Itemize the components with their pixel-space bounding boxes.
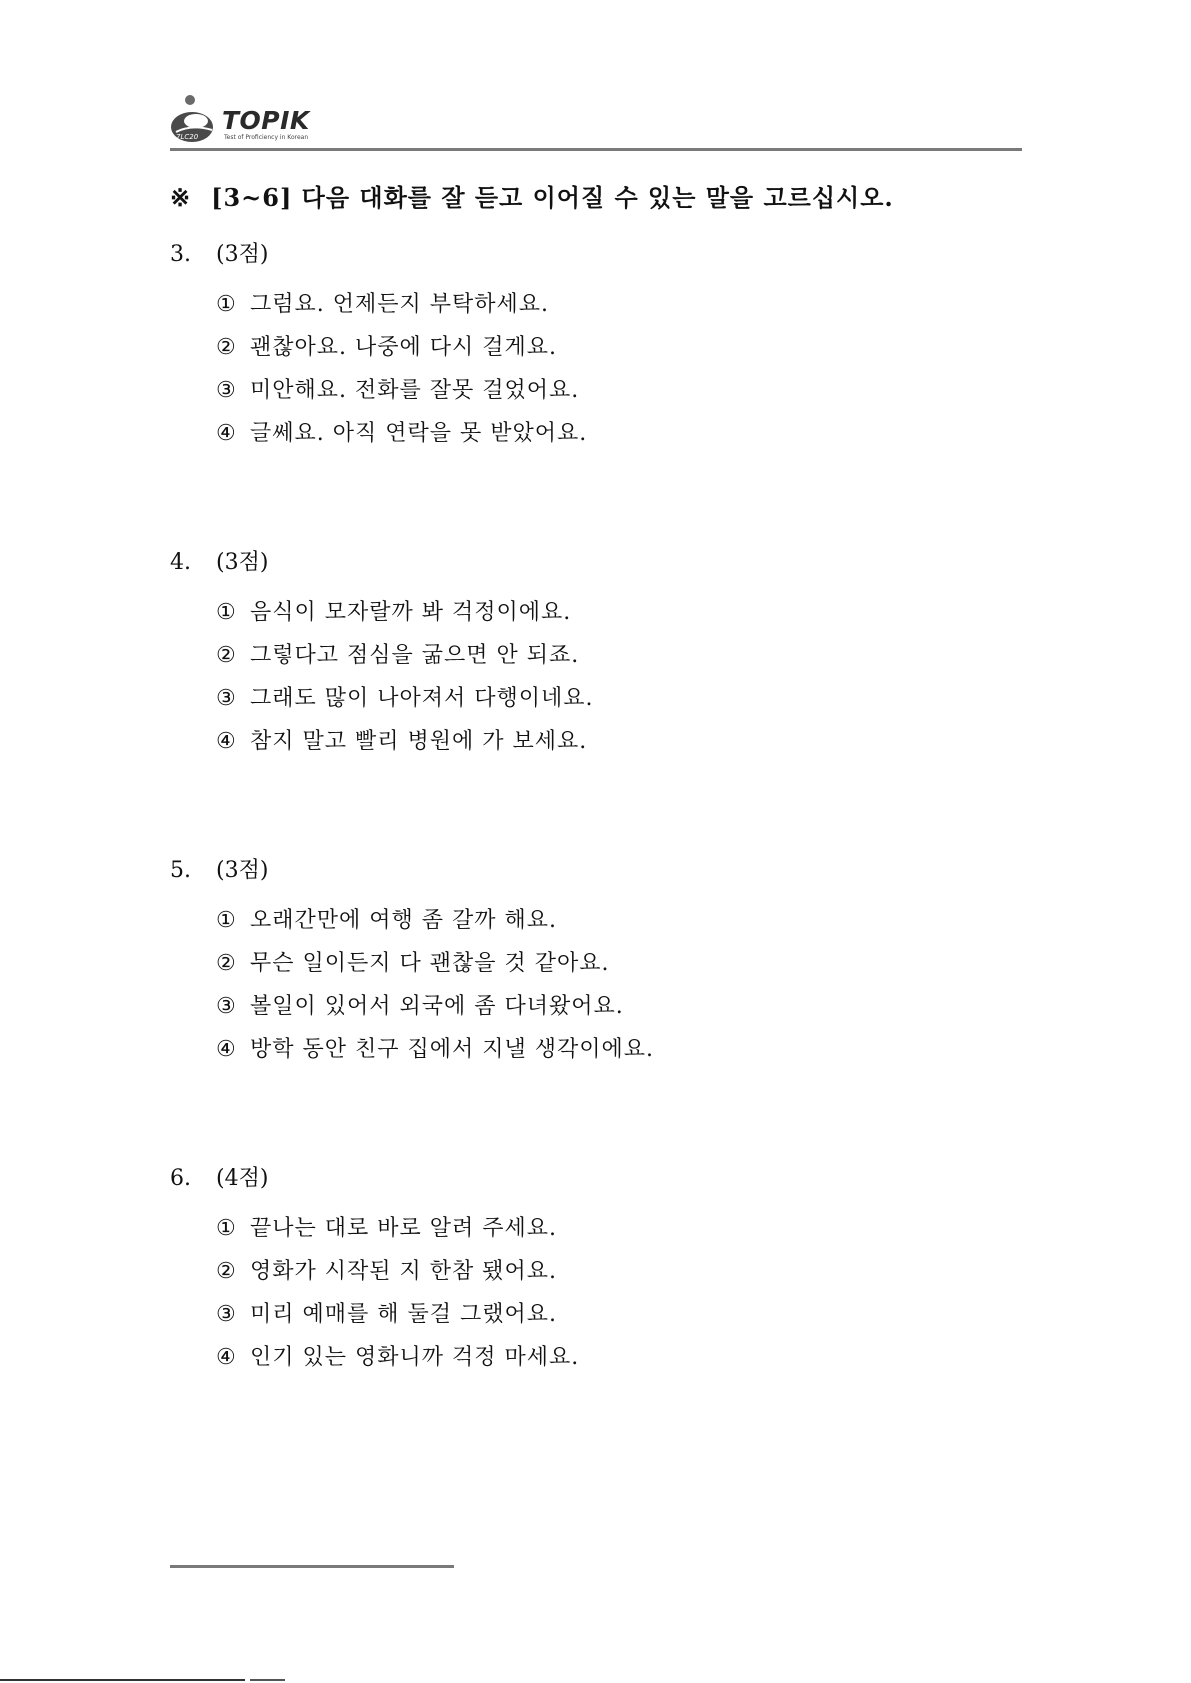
option-text: 음식이 모자랄까 봐 걱정이에요. <box>250 600 572 625</box>
question-number: 4. <box>170 550 191 575</box>
question-header <box>170 548 970 578</box>
answer-option[interactable] <box>216 684 970 727</box>
option-text: 그래도 많이 나아져서 다행이네요. <box>250 686 594 711</box>
topik-logo <box>170 94 330 146</box>
option-text: 글쎄요. 아직 연락을 못 받았어요. <box>250 421 588 446</box>
question-4 <box>170 548 970 770</box>
logo-emblem-text: 7LC20 <box>176 133 199 141</box>
option-marker: ④ <box>216 1037 237 1062</box>
page-bottom-edge <box>0 1679 245 1681</box>
option-text: 미안해요. 전화를 잘못 걸었어요. <box>250 378 580 403</box>
option-text: 인기 있는 영화니까 걱정 마세요. <box>250 1345 580 1370</box>
option-marker: ④ <box>216 1345 237 1370</box>
question-header <box>170 1164 970 1194</box>
option-marker: ② <box>216 335 237 360</box>
option-marker: ② <box>216 1259 237 1284</box>
option-text: 그렇다고 점심을 굶으면 안 되죠. <box>250 643 580 668</box>
question-3 <box>170 240 970 462</box>
option-marker: ③ <box>216 994 237 1019</box>
question-points: (4점) <box>216 1166 269 1191</box>
logo-wordmark: TOPIK <box>222 106 310 135</box>
answer-option[interactable] <box>216 1257 970 1300</box>
answer-options <box>216 598 970 770</box>
option-text: 무슨 일이든지 다 괜찮을 것 같아요. <box>250 951 610 976</box>
option-text: 끝나는 대로 바로 알려 주세요. <box>250 1216 557 1241</box>
answer-option[interactable] <box>216 1300 970 1343</box>
option-marker: ① <box>216 600 237 625</box>
option-marker: ② <box>216 643 237 668</box>
option-text: 미리 예매를 해 둘걸 그랬어요. <box>250 1302 557 1327</box>
option-marker: ③ <box>216 1302 237 1327</box>
question-header <box>170 856 970 886</box>
page-bottom-edge-segment <box>250 1679 285 1681</box>
answer-option[interactable] <box>216 1343 970 1386</box>
option-marker: ① <box>216 1216 237 1241</box>
answer-option[interactable] <box>216 1035 970 1078</box>
question-number: 3. <box>170 242 191 267</box>
question-number: 5. <box>170 858 191 883</box>
instruction-text: [3~6] 다음 대화를 잘 듣고 이어질 수 있는 말을 고르십시오. <box>211 183 894 212</box>
answer-option[interactable] <box>216 333 970 376</box>
option-text: 참지 말고 빨리 병원에 가 보세요. <box>250 729 588 754</box>
question-points: (3점) <box>216 550 269 575</box>
option-text: 방학 동안 친구 집에서 지낼 생각이에요. <box>250 1037 654 1062</box>
question-number: 6. <box>170 1166 191 1191</box>
question-5 <box>170 856 970 1078</box>
answer-option[interactable] <box>216 290 970 333</box>
question-6 <box>170 1164 970 1386</box>
option-marker: ③ <box>216 686 237 711</box>
answer-option[interactable] <box>216 727 970 770</box>
question-points: (3점) <box>216 242 269 267</box>
question-points: (3점) <box>216 858 269 883</box>
answer-option[interactable] <box>216 949 970 992</box>
answer-option[interactable] <box>216 906 970 949</box>
header-divider <box>170 148 1022 151</box>
answer-options <box>216 1214 970 1386</box>
option-marker: ① <box>216 908 237 933</box>
question-header <box>170 240 970 270</box>
answer-options <box>216 290 970 462</box>
answer-option[interactable] <box>216 641 970 684</box>
answer-option[interactable] <box>216 992 970 1035</box>
reference-mark: ※ <box>170 183 192 212</box>
option-text: 그럼요. 언제든지 부탁하세요. <box>250 292 549 317</box>
answer-option[interactable] <box>216 1214 970 1257</box>
section-instruction <box>170 184 894 213</box>
footer-divider <box>170 1565 454 1568</box>
option-text: 오래간만에 여행 좀 갈까 해요. <box>250 908 557 933</box>
answer-option[interactable] <box>216 419 970 462</box>
option-marker: ① <box>216 292 237 317</box>
topik-emblem-icon <box>170 94 218 146</box>
option-marker: ② <box>216 951 237 976</box>
answer-option[interactable] <box>216 376 970 419</box>
option-text: 볼일이 있어서 외국에 좀 다녀왔어요. <box>250 994 624 1019</box>
option-text: 괜찮아요. 나중에 다시 걸게요. <box>250 335 557 360</box>
option-marker: ③ <box>216 378 237 403</box>
answer-options <box>216 906 970 1078</box>
answer-option[interactable] <box>216 598 970 641</box>
option-marker: ④ <box>216 421 237 446</box>
option-text: 영화가 시작된 지 한참 됐어요. <box>250 1259 557 1284</box>
logo-tagline: Test of Proficiency in Korean <box>224 134 309 141</box>
option-marker: ④ <box>216 729 237 754</box>
